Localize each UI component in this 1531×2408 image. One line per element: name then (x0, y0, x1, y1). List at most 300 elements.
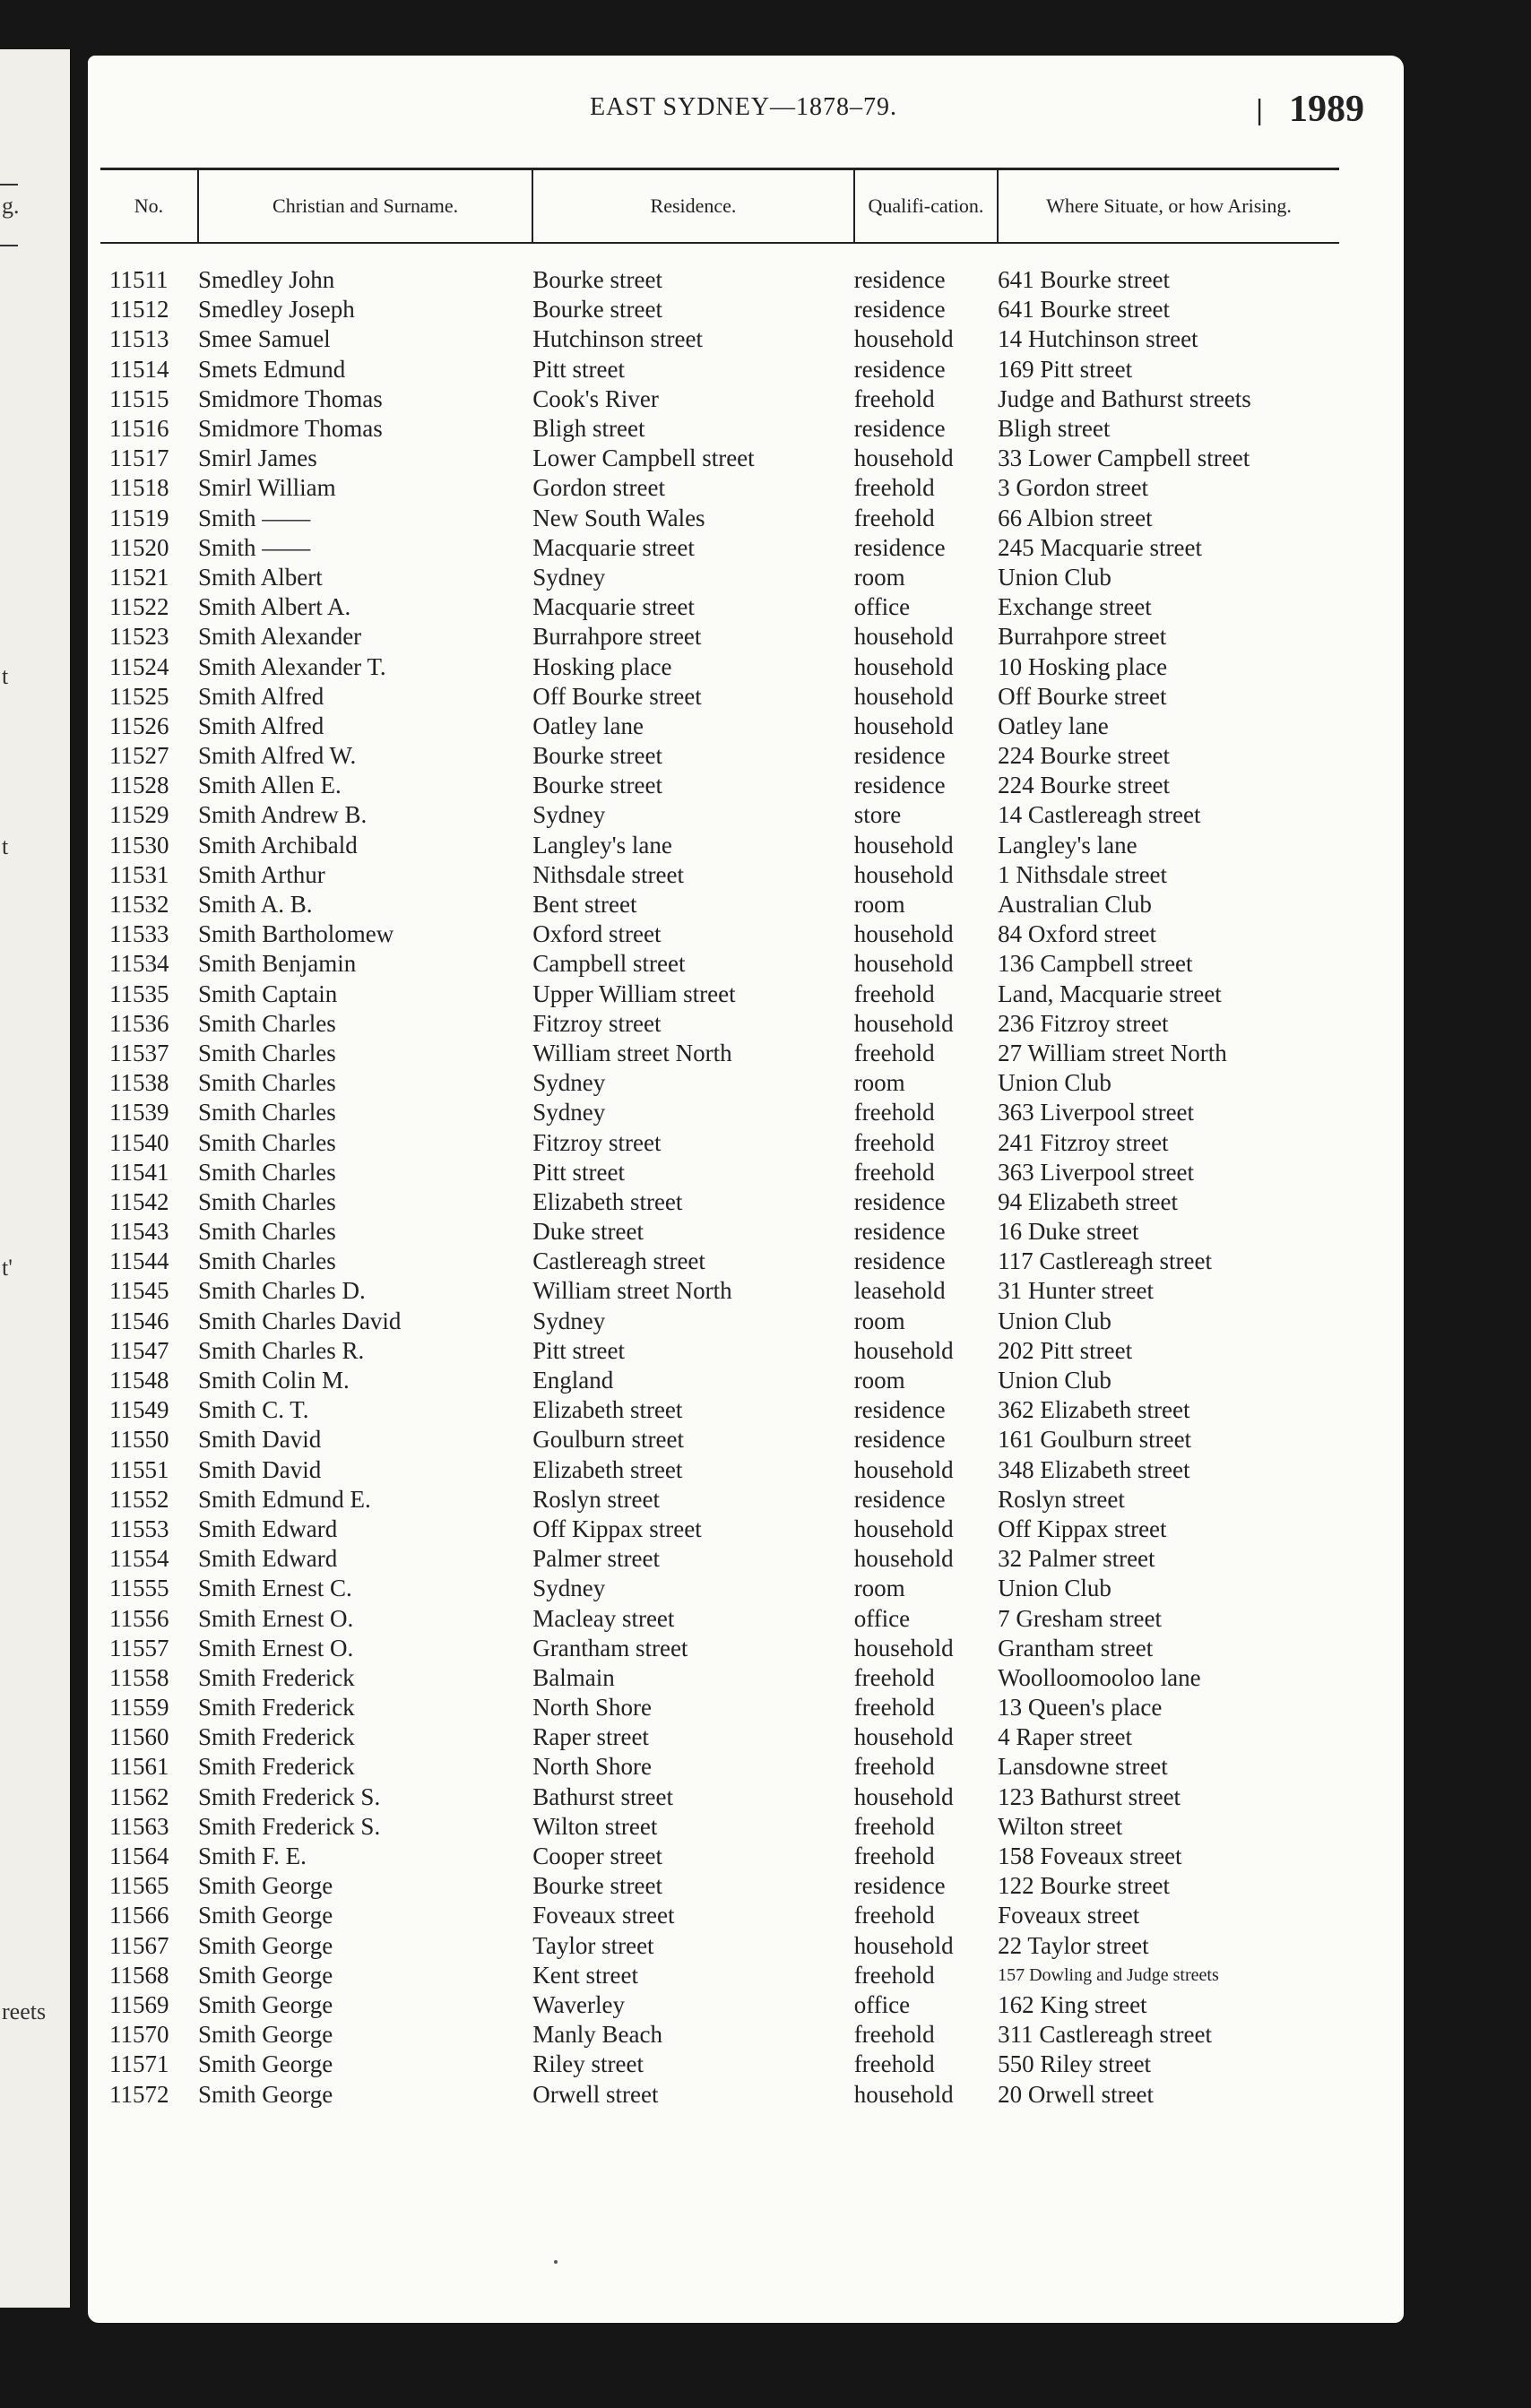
table-row (100, 1722, 1339, 1752)
residence: Upper William street (532, 980, 736, 1007)
entry-number: 11527 (109, 742, 169, 770)
entry-number: 11550 (109, 1426, 169, 1454)
qualification: household (853, 831, 954, 859)
residence: Hutchinson street (532, 325, 703, 353)
qualification: freehold (853, 1843, 935, 1870)
residence: Palmer street (532, 1545, 660, 1573)
entry-number: 11523 (109, 623, 169, 651)
qualification: room (853, 1069, 905, 1097)
entry-number: 11524 (109, 652, 169, 680)
where-situate: Woolloomooloo lane (998, 1663, 1201, 1691)
table-row (100, 1039, 1339, 1068)
table-row (100, 243, 1339, 295)
voter-name: Smith George (197, 1990, 333, 2018)
where-situate: 3 Gordon street (998, 474, 1149, 502)
entry-number: 11520 (109, 533, 169, 561)
where-situate: 311 Castlereagh street (998, 2021, 1213, 2049)
where-situate: 13 Queen's place (998, 1694, 1163, 1722)
table-row (100, 1782, 1339, 1812)
table-row (100, 949, 1339, 979)
qualification: household (853, 682, 954, 710)
qualification: freehold (853, 504, 935, 531)
table-row (100, 384, 1339, 414)
entry-number: 11569 (109, 1990, 169, 2018)
qualification: household (853, 860, 954, 888)
table-row (100, 890, 1339, 919)
residence: Pitt street (532, 355, 625, 383)
table-row (100, 1307, 1339, 1336)
residence: Goulburn street (532, 1426, 684, 1454)
residence: Sydney (532, 1069, 606, 1097)
table-row (100, 533, 1339, 563)
residence: Bourke street (532, 742, 662, 770)
voter-name: Smith Albert A. (197, 593, 351, 621)
residence: Oxford street (532, 920, 662, 948)
residence: Macquarie street (532, 533, 695, 561)
table-row (100, 324, 1339, 354)
voter-name: Smith Frederick (197, 1694, 355, 1722)
entry-number: 11526 (109, 712, 169, 739)
qualification: residence (853, 533, 946, 561)
qualification: household (853, 623, 954, 651)
entry-number: 11530 (109, 831, 169, 859)
qualification: household (853, 1336, 954, 1364)
qualification: store (853, 801, 902, 829)
qualification: household (853, 1634, 954, 1661)
qualification: household (853, 1723, 954, 1751)
voter-name: Smith Frederick (197, 1753, 355, 1781)
residence: Elizabeth street (532, 1455, 683, 1483)
residence: Fitzroy street (532, 1128, 662, 1156)
entry-number: 11531 (109, 860, 169, 888)
qualification: freehold (853, 1663, 935, 1691)
where-situate: Lansdowne street (998, 1753, 1168, 1781)
residence: Oatley lane (532, 712, 644, 739)
qualification: room (853, 891, 905, 919)
residence: Langley's lane (532, 831, 672, 859)
qualification: household (853, 2080, 954, 2108)
voter-name: Smith George (197, 1961, 333, 1989)
table-row (100, 1127, 1339, 1157)
voter-name: Smith Ernest O. (197, 1604, 354, 1632)
qualification: leasehold (853, 1277, 946, 1305)
voter-name: Smith Charles (197, 1247, 336, 1275)
voter-name: Smith Frederick (197, 1663, 355, 1691)
voter-name: Smith Alfred (197, 712, 324, 739)
entry-number: 11566 (109, 1902, 169, 1929)
residence: Bligh street (532, 415, 645, 443)
where-situate: 224 Bourke street (998, 772, 1171, 799)
where-situate: Oatley lane (998, 712, 1109, 739)
voter-name: Smith Andrew B. (197, 801, 368, 829)
table-row (100, 1158, 1339, 1187)
table-row (100, 831, 1339, 860)
running-title: EAST SYDNEY—1878–79. (590, 93, 898, 121)
entry-number: 11535 (109, 980, 169, 1007)
residence: Kent street (532, 1961, 638, 1989)
where-situate: 550 Riley street (998, 2050, 1152, 2078)
residence: Roslyn street (532, 1485, 660, 1513)
qualification: freehold (853, 1099, 935, 1126)
table-row (100, 444, 1339, 473)
where-situate: 1 Nithsdale street (998, 860, 1168, 888)
residence: Bourke street (532, 266, 662, 294)
voter-name: Smith Captain (197, 980, 338, 1007)
residence: Hosking place (532, 652, 672, 680)
qualification: household (853, 920, 954, 948)
entry-number: 11528 (109, 772, 169, 799)
entry-number: 11570 (109, 2021, 169, 2049)
qualification: freehold (853, 2050, 935, 2078)
entry-number: 11511 (109, 266, 169, 294)
voter-name: Smith Charles David (197, 1307, 402, 1334)
where-situate: 32 Palmer street (998, 1545, 1155, 1573)
qualification: freehold (853, 1128, 935, 1156)
table-row (100, 1663, 1339, 1693)
table-row (100, 1247, 1339, 1276)
residence: Elizabeth street (532, 1187, 683, 1215)
qualification: residence (853, 415, 946, 443)
qualification: freehold (853, 2021, 935, 2049)
voter-name: Smith Allen E. (197, 772, 342, 799)
voter-name: Smith Edward (197, 1515, 338, 1542)
residence: Nithsdale street (532, 860, 684, 888)
entry-number: 11540 (109, 1128, 169, 1156)
residence: Taylor street (532, 1931, 654, 1959)
voter-name: Smith Alexander (197, 623, 362, 651)
residence: Duke street (532, 1218, 644, 1246)
residence: New South Wales (532, 504, 705, 531)
voter-name: Smee Samuel (197, 325, 331, 353)
residence: North Shore (532, 1694, 652, 1722)
table-row (100, 1871, 1339, 1901)
table-row (100, 1009, 1339, 1039)
voter-name: Smith George (197, 1931, 333, 1959)
table-row (100, 1693, 1339, 1722)
where-situate: 10 Hosking place (998, 652, 1168, 680)
voter-name: Smith Frederick (197, 1723, 355, 1751)
voter-name: Smith Ernest C. (197, 1575, 352, 1602)
table-body (100, 243, 1339, 2110)
qualification: residence (853, 1247, 946, 1275)
voter-name: Smirl James (197, 444, 317, 472)
table-row (100, 504, 1339, 533)
previous-page-edge (0, 49, 70, 2308)
table-row (100, 1455, 1339, 1485)
prev-page-fragment: reets (2, 1998, 47, 2024)
entry-number: 11562 (109, 1782, 169, 1810)
table-row (100, 1603, 1339, 1633)
entry-number: 11561 (109, 1753, 169, 1781)
entry-number: 11547 (109, 1336, 169, 1364)
qualification: residence (853, 1396, 946, 1424)
qualification: household (853, 712, 954, 739)
qualification: household (853, 1455, 954, 1483)
where-situate: 117 Castlereagh street (998, 1247, 1213, 1275)
table-row (100, 1276, 1339, 1306)
where-situate: 136 Campbell street (998, 950, 1193, 978)
voter-name: Smith Charles (197, 1128, 336, 1156)
where-situate: Roslyn street (998, 1485, 1125, 1513)
table-row (100, 592, 1339, 622)
where-situate: 84 Oxford street (998, 920, 1157, 948)
where-situate: 348 Elizabeth street (998, 1455, 1190, 1483)
entry-number: 11548 (109, 1367, 169, 1394)
voter-name: Smith Edward (197, 1545, 338, 1573)
residence: Bourke street (532, 296, 662, 324)
residence: Off Bourke street (532, 682, 702, 710)
residence: Sydney (532, 1099, 606, 1126)
entry-number: 11545 (109, 1277, 169, 1305)
residence: Elizabeth street (532, 1396, 683, 1424)
qualification: household (853, 652, 954, 680)
residence: Waverley (532, 1990, 626, 2018)
register-page (88, 56, 1404, 2323)
residence: Wilton street (532, 1812, 658, 1840)
qualification: residence (853, 1426, 946, 1454)
entry-number: 11532 (109, 891, 169, 919)
qualification: household (853, 1009, 954, 1037)
where-situate: Off Bourke street (998, 682, 1167, 710)
table-row (100, 1395, 1339, 1425)
voter-name: Smedley John (197, 266, 335, 294)
entry-number: 11516 (109, 415, 169, 443)
table-row (100, 622, 1339, 652)
qualification: freehold (853, 1158, 935, 1186)
qualification: freehold (853, 1961, 935, 1989)
table-row (100, 1544, 1339, 1574)
qualification: office (853, 593, 911, 621)
entry-number: 11515 (109, 384, 169, 412)
entry-number: 11521 (109, 563, 169, 591)
column-header-no: No. (100, 169, 198, 244)
voter-name: Smidmore Thomas (197, 415, 383, 443)
voter-name: Smith Charles D. (197, 1277, 366, 1305)
voter-name: Smith Albert (197, 563, 323, 591)
entry-number: 11572 (109, 2080, 169, 2108)
voter-name: Smith Edmund E. (197, 1485, 371, 1513)
where-situate: 66 Albion street (998, 504, 1153, 531)
entry-number: 11517 (109, 444, 169, 472)
voter-name: Smith A. B. (197, 891, 313, 919)
qualification: freehold (853, 1039, 935, 1066)
entry-number: 11542 (109, 1187, 169, 1215)
where-situate: 241 Fitzroy street (998, 1128, 1169, 1156)
table-row (100, 860, 1339, 890)
residence: Orwell street (532, 2080, 659, 2108)
voter-name: Smith Bartholomew (197, 920, 394, 948)
where-situate: 158 Foveaux street (998, 1843, 1182, 1870)
where-situate: 641 Bourke street (998, 296, 1171, 324)
where-situate: Burrahpore street (998, 623, 1167, 651)
entry-number: 11512 (109, 296, 169, 324)
where-situate: 27 William street North (998, 1039, 1227, 1066)
residence: Fitzroy street (532, 1009, 662, 1037)
entry-number: 11525 (109, 682, 169, 710)
residence: Sydney (532, 1307, 606, 1334)
table-row (100, 919, 1339, 949)
voter-name: Smith Charles (197, 1158, 336, 1186)
table-row (100, 563, 1339, 592)
residence: Cooper street (532, 1843, 662, 1870)
entry-number: 11518 (109, 474, 169, 502)
where-situate: 22 Taylor street (998, 1931, 1149, 1959)
residence: Gordon street (532, 474, 665, 502)
entry-number: 11557 (109, 1634, 169, 1661)
voter-name: Smith Frederick S. (197, 1782, 381, 1810)
entry-number: 11538 (109, 1069, 169, 1097)
where-situate: 20 Orwell street (998, 2080, 1155, 2108)
where-situate: 94 Elizabeth street (998, 1187, 1179, 1215)
table-row (100, 712, 1339, 741)
entry-number: 11551 (109, 1455, 169, 1483)
residence: Sydney (532, 1575, 606, 1602)
voter-name: Smith Charles (197, 1099, 336, 1126)
column-header-where: Where Situate, or how Arising. (998, 169, 1339, 244)
voter-name: Smith F. E. (197, 1843, 307, 1870)
residence: Bourke street (532, 1872, 662, 1900)
table-row (100, 473, 1339, 503)
qualification: residence (853, 1872, 946, 1900)
where-situate: Langley's lane (998, 831, 1137, 859)
voter-name: Smets Edmund (197, 355, 346, 383)
table-row (100, 1068, 1339, 1098)
prev-page-fragment: t (2, 663, 9, 689)
table-header (100, 169, 1339, 244)
where-situate: 33 Lower Campbell street (998, 444, 1250, 472)
table-row (100, 652, 1339, 681)
table-row (100, 1842, 1339, 1871)
table-row (100, 1217, 1339, 1247)
qualification: household (853, 1545, 954, 1573)
entry-number: 11514 (109, 355, 169, 383)
where-situate: Union Club (998, 1575, 1111, 1602)
table-row (100, 295, 1339, 324)
qualification: household (853, 1515, 954, 1542)
table-row (100, 1634, 1339, 1663)
qualification: room (853, 563, 905, 591)
qualification: household (853, 1782, 954, 1810)
where-situate: 362 Elizabeth street (998, 1396, 1190, 1424)
where-situate: 162 King street (998, 1990, 1147, 2018)
voter-name: Smith David (197, 1455, 322, 1483)
voter-name: Smith —— (197, 533, 311, 561)
prev-page-rule (0, 184, 18, 186)
prev-page-fragment: t' (2, 1255, 13, 1281)
where-situate: 169 Pitt street (998, 355, 1133, 383)
qualification: room (853, 1307, 905, 1334)
voter-name: Smith Alfred (197, 682, 324, 710)
qualification: freehold (853, 1812, 935, 1840)
residence: Pitt street (532, 1158, 625, 1186)
residence: Macleay street (532, 1604, 675, 1632)
qualification: residence (853, 1187, 946, 1215)
table-row (100, 1336, 1339, 1366)
entry-number: 11565 (109, 1872, 169, 1900)
where-situate: 641 Bourke street (998, 266, 1171, 294)
entry-number: 11519 (109, 504, 169, 531)
prev-page-fragment: g. (2, 193, 20, 219)
voter-name: Smith Benjamin (197, 950, 357, 978)
residence: Sydney (532, 563, 606, 591)
qualification: residence (853, 742, 946, 770)
qualification: freehold (853, 1902, 935, 1929)
prev-page-rule (0, 245, 18, 246)
entry-number: 11529 (109, 801, 169, 829)
where-situate: 236 Fitzroy street (998, 1009, 1169, 1037)
residence: Off Kippax street (532, 1515, 702, 1542)
residence: Bourke street (532, 772, 662, 799)
residence: Manly Beach (532, 2021, 662, 2049)
qualification: freehold (853, 980, 935, 1007)
voter-name: Smedley Joseph (197, 296, 355, 324)
table-row (100, 1098, 1339, 1127)
prev-page-fragment: t (2, 833, 9, 859)
residence: William street North (532, 1039, 732, 1066)
qualification: freehold (853, 1753, 935, 1781)
qualification: household (853, 950, 954, 978)
voter-name: Smith Charles R. (197, 1336, 365, 1364)
voter-name: Smith George (197, 1872, 333, 1900)
qualification: household (853, 1931, 954, 1959)
table-row (100, 1931, 1339, 1961)
residence: Pitt street (532, 1336, 625, 1364)
print-speck (554, 2260, 558, 2264)
qualification: residence (853, 266, 946, 294)
qualification: freehold (853, 384, 935, 412)
voter-name: Smirl William (197, 474, 336, 502)
residence: William street North (532, 1277, 732, 1305)
table-row (100, 1812, 1339, 1842)
entry-number: 11536 (109, 1009, 169, 1037)
table-row (100, 1425, 1339, 1454)
where-situate: 363 Liverpool street (998, 1158, 1195, 1186)
table-row (100, 1752, 1339, 1782)
where-situate: Union Club (998, 1069, 1111, 1097)
entry-number: 11549 (109, 1396, 169, 1424)
residence: Balmain (532, 1663, 615, 1691)
electoral-roll-table (100, 168, 1339, 2110)
residence: Macquarie street (532, 593, 695, 621)
qualification: residence (853, 355, 946, 383)
voter-name: Smith George (197, 2080, 333, 2108)
entry-number: 11556 (109, 1604, 169, 1632)
voter-name: Smith George (197, 2050, 333, 2078)
voter-name: Smith Ernest O. (197, 1634, 354, 1661)
entry-number: 11571 (109, 2050, 169, 2078)
table-row (100, 414, 1339, 444)
entry-number: 11537 (109, 1039, 169, 1066)
column-header-qualification: Qualifi-cation. (854, 169, 998, 244)
table-row (100, 2050, 1339, 2079)
table-row (100, 355, 1339, 384)
where-situate: 224 Bourke street (998, 742, 1171, 770)
page-number-mark: | (1255, 95, 1265, 126)
where-situate: 14 Hutchinson street (998, 325, 1198, 353)
voter-name: Smith Arthur (197, 860, 325, 888)
entry-number: 11534 (109, 950, 169, 978)
voter-name: Smith C. T. (197, 1396, 309, 1424)
voter-name: Smith Frederick S. (197, 1812, 381, 1840)
table-row (100, 800, 1339, 830)
table-row (100, 1961, 1339, 1990)
entry-number: 11541 (109, 1158, 169, 1186)
entry-number: 11567 (109, 1931, 169, 1959)
voter-name: Smith Charles (197, 1187, 336, 1215)
voter-name: Smith Charles (197, 1039, 336, 1066)
where-situate: 363 Liverpool street (998, 1099, 1195, 1126)
entry-number: 11533 (109, 920, 169, 948)
